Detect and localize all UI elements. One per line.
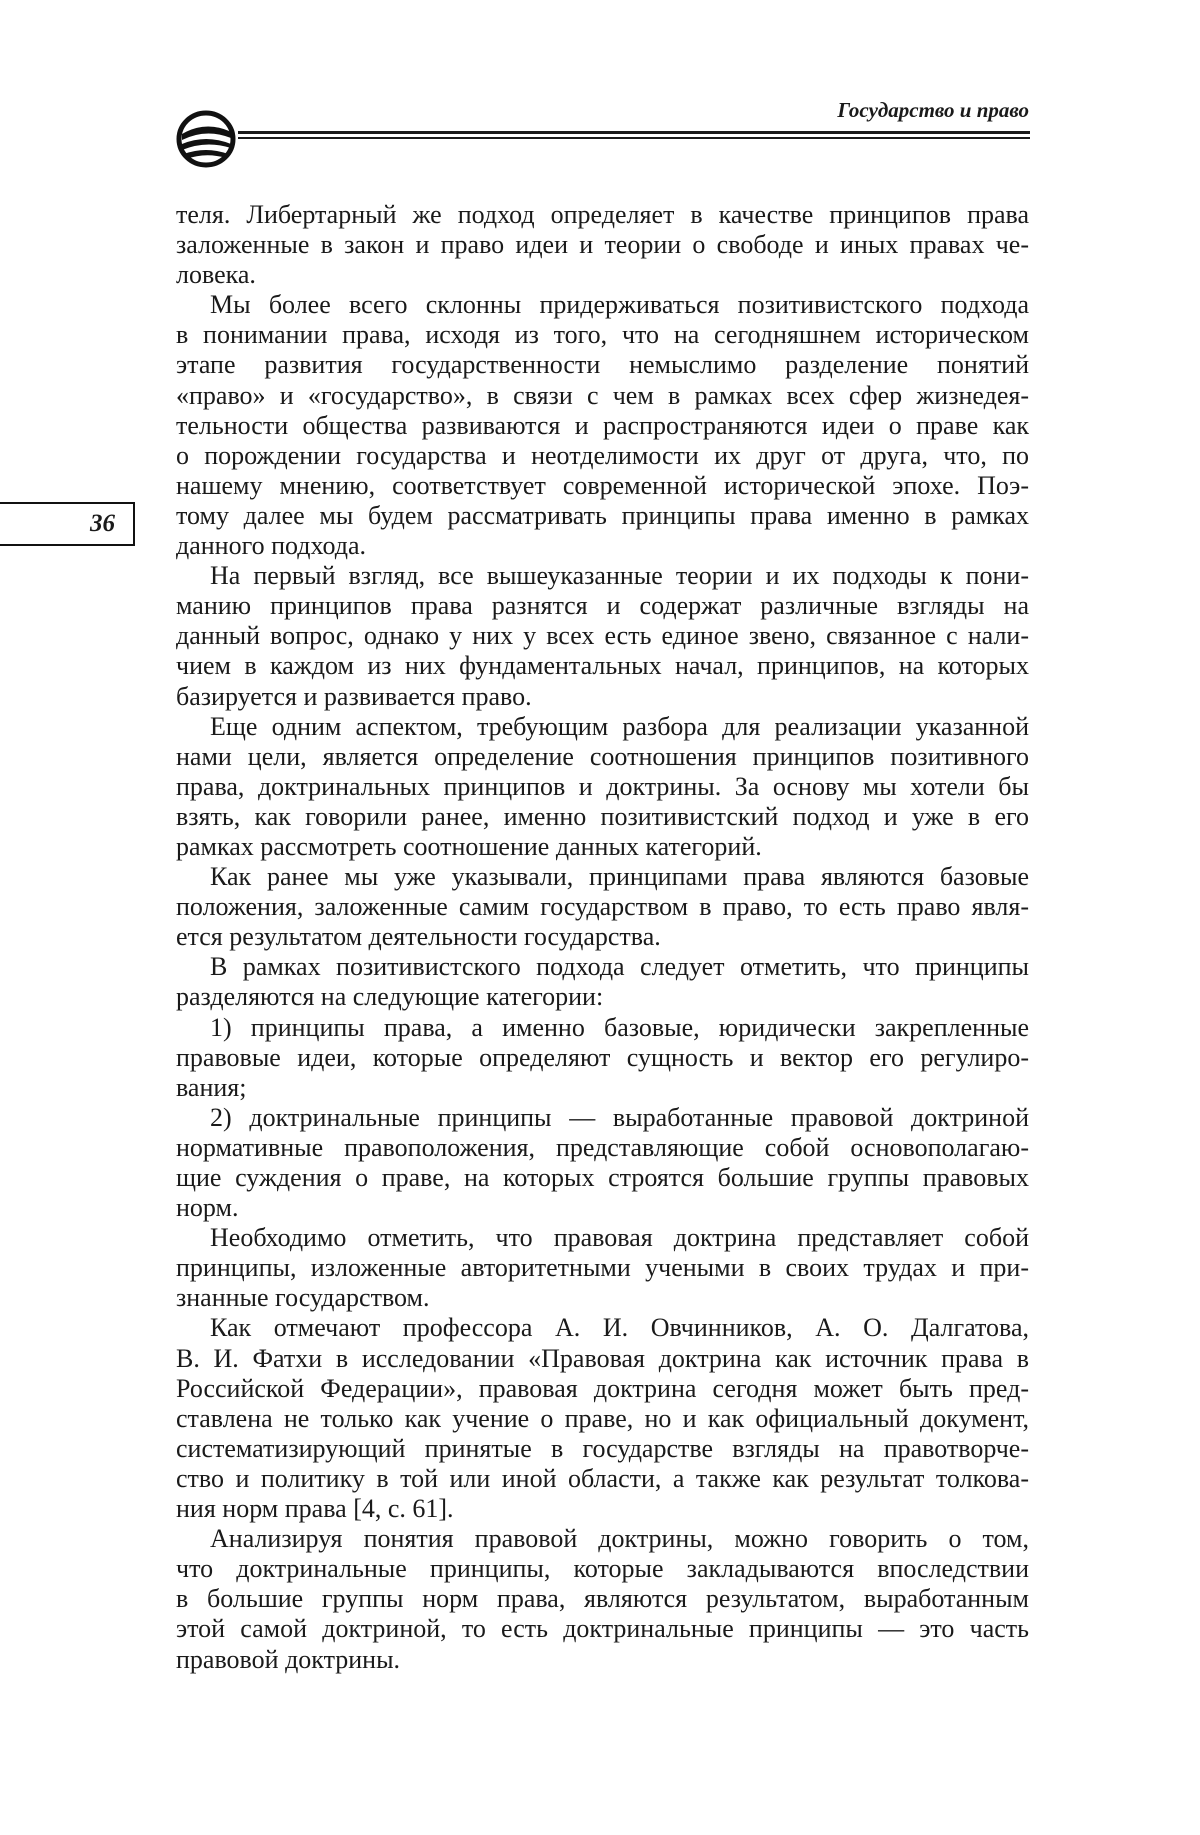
text-line: в большие группы норм права, являются результатом, выработанным xyxy=(176,1584,1029,1614)
article-body xyxy=(176,200,1029,1675)
paragraph xyxy=(176,1103,1029,1223)
header-rule xyxy=(238,137,1030,139)
paragraph xyxy=(176,1524,1029,1674)
text-line: Как отмечают профессора А. И. Овчинников, А. О. Далгатова, xyxy=(210,1313,1029,1343)
paragraph xyxy=(176,1223,1029,1313)
text-line: На первый взгляд, все вышеуказанные теории и их подходы к пони- xyxy=(210,561,1029,591)
text-line: ловека. xyxy=(176,260,256,290)
text-line: теля. Либертарный же подход определяет в качестве принципов права xyxy=(176,200,1029,229)
text-line: чием в каждом из них фундаментальных начал, принципов, на которых xyxy=(176,651,1029,681)
text-line: что доктринальные принципы, которые закладываются впоследствии xyxy=(176,1554,1029,1584)
text-line: манию принципов права разнятся и содержат различные взгляды на xyxy=(176,591,1029,621)
header-rule xyxy=(238,131,1030,134)
text-line: данного подхода. xyxy=(176,531,367,561)
text-line: тому далее мы будем рассматривать принципы права именно в рамках xyxy=(176,500,1029,530)
text-line: разделяются на следующие категории: xyxy=(176,982,604,1012)
text-line: щие суждения о праве, на которых строятся большие группы правовых xyxy=(176,1163,1029,1192)
text-line: нами цели, является определение соотношения принципов позитивного xyxy=(176,741,1029,771)
paragraph xyxy=(176,200,1029,290)
text-line: нормативные правоположения, представляющие собой основополагаю- xyxy=(176,1132,1029,1162)
text-line: Российской Федерации», правовая доктрина сегодня может быть пред- xyxy=(176,1373,1029,1403)
text-line: систематизирующий принятые в государстве взгляды на правотворче- xyxy=(176,1433,1029,1463)
journal-logo-icon xyxy=(176,110,236,168)
text-line: 2) доктринальные принципы — выработанные правовой доктриной xyxy=(210,1102,1029,1132)
text-line: 1) принципы права, а именно базовые, юридически закрепленные xyxy=(210,1012,1029,1042)
text-line: Необходимо отметить, что правовая доктрина представляет собой xyxy=(210,1223,1029,1253)
text-line: права, доктринальных принципов и доктрины. За основу мы хотели бы xyxy=(176,771,1029,801)
page-number-box xyxy=(0,502,135,546)
text-line: в понимании права, исходя из того, что на сегодняшнем историческом xyxy=(176,320,1029,350)
text-line: В рамках позитивистского подхода следует отметить, что принципы xyxy=(210,952,1029,982)
paragraph xyxy=(176,1313,1029,1524)
text-line: принципы, изложенные авторитетными учеными в своих трудах и при- xyxy=(176,1253,1029,1283)
text-line: В. И. Фатхи в исследовании «Правовая доктрина как источник права в xyxy=(176,1343,1029,1373)
paragraph xyxy=(176,862,1029,952)
text-line: ство и политику в той или иной области, а также как результат толкова- xyxy=(176,1463,1029,1493)
text-line: правовой доктрины. xyxy=(176,1644,401,1674)
text-line: базируется и развивается право. xyxy=(176,681,532,711)
text-line: норм. xyxy=(176,1193,239,1223)
paragraph xyxy=(176,952,1029,1012)
text-line: рамках рассмотреть соотношение данных категорий. xyxy=(176,831,762,861)
text-line: Мы более всего склонны придерживаться позитивистского подхода xyxy=(210,290,1029,320)
paragraph xyxy=(176,1013,1029,1103)
text-line: тельности общества развиваются и распространяются идеи о праве как xyxy=(176,410,1029,440)
text-line: о порождении государства и неотделимости их друг от друга, что, по xyxy=(176,440,1029,470)
text-line: Анализируя понятия правовой доктрины, можно говорить о том, xyxy=(210,1524,1029,1554)
text-line: Еще одним аспектом, требующим разбора для реализации указанной xyxy=(210,711,1029,741)
text-line: ется результатом деятельности государства. xyxy=(176,922,661,952)
running-header-title: Государство и право xyxy=(837,98,1029,122)
text-line: этапе развития государственности немыслимо разделение понятий xyxy=(176,350,1029,380)
text-line: ния норм права [4, с. 61]. xyxy=(176,1494,454,1524)
text-line: положения, заложенные самим государством в право, то есть право явля- xyxy=(176,892,1029,922)
paragraph xyxy=(176,561,1029,711)
text-line: этой самой доктриной, то есть доктринальные принципы — это часть xyxy=(176,1614,1029,1644)
text-line: знанные государством. xyxy=(176,1283,430,1313)
page-number: 36 xyxy=(90,510,115,537)
text-line: ставлена не только как учение о праве, но и как официальный документ, xyxy=(176,1403,1029,1433)
text-line: заложенные в закон и право идеи и теории о свободе и иных правах че- xyxy=(176,230,1029,260)
text-line: взять, как говорили ранее, именно позитивистский подход и уже в его xyxy=(176,801,1029,831)
paragraph xyxy=(176,290,1029,561)
text-line: «право» и «государство», в связи с чем в рамках всех сфер жизнедея- xyxy=(176,380,1029,410)
text-line: вания; xyxy=(176,1072,247,1102)
text-line: правовые идеи, которые определяют сущность и вектор его регулиро- xyxy=(176,1042,1029,1072)
paragraph xyxy=(176,712,1029,862)
text-line: Как ранее мы уже указывали, принципами права являются базовые xyxy=(210,862,1029,892)
text-line: данный вопрос, однако у них у всех есть единое звено, связанное с нали- xyxy=(176,621,1029,651)
text-line: нашему мнению, соответствует современной исторической эпохе. Поэ- xyxy=(176,470,1029,500)
